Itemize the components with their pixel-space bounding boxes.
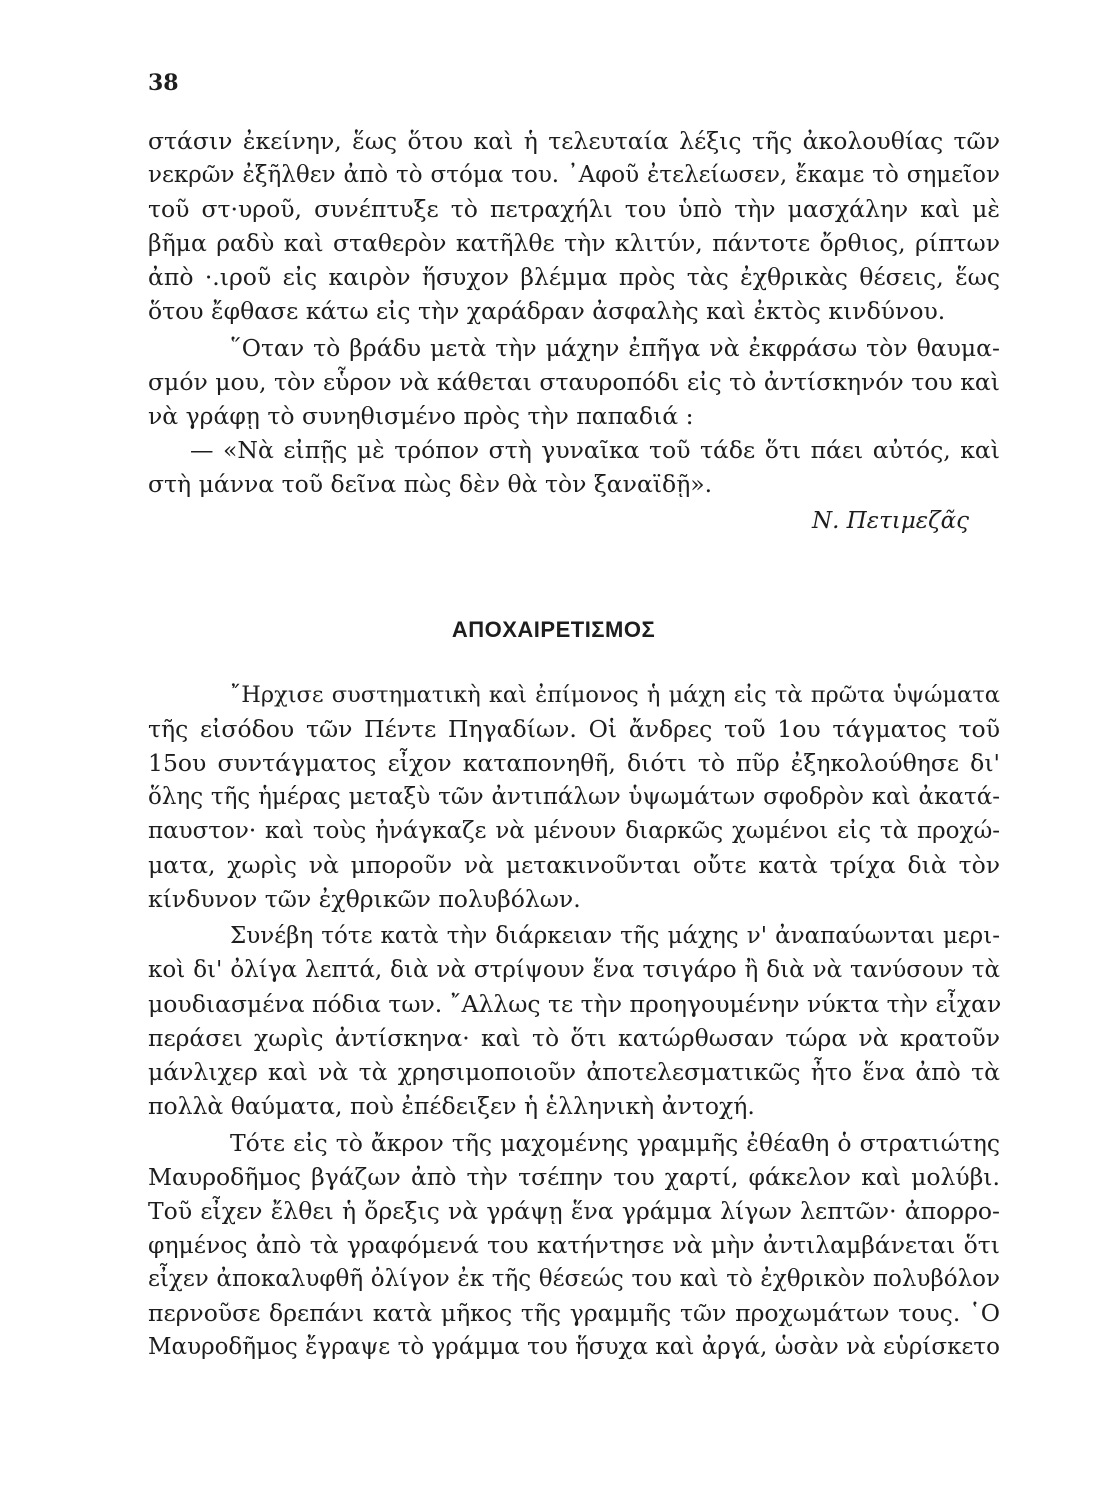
- text-line: τοῦ στ·υροῦ, συνέπτυξε τὸ πετραχήλι του ὑπὸ τὴν μασχάλην καὶ μὲ: [148, 195, 1000, 223]
- text-line: σμόν μου, τὸν εὗρον νὰ κάθεται σταυροπόδι εἰς τὸ ἀντίσκηνόν του καὶ: [148, 368, 1000, 396]
- text-line: στάσιν ἐκείνην, ἕως ὅτου καὶ ἡ τελευταία λέξις τῆς ἀκολουθίας τῶν: [148, 127, 1000, 155]
- text-line: ῞Οταν τὸ βράδυ μετὰ τὴν μάχην ἐπῆγα νὰ ἐκφράσω τὸν θαυμα-: [230, 334, 1000, 362]
- text-line: μουδιασμένα πόδια των. ῎Αλλως τε τὴν προηγουμένην νύκτα τὴν εἶχαν: [148, 990, 1002, 1018]
- text-line: περάσει χωρὶς ἀντίσκηνα· καὶ τὸ ὅτι κατώρθωσαν τώρα νὰ κρατοῦν: [148, 1024, 1000, 1052]
- text-line: Τότε εἰς τὸ ἄκρον τῆς μαχομένης γραμμῆς ἐθέαθη ὁ στρατιώτης: [230, 1129, 1000, 1157]
- text-line: Τοῦ εἶχεν ἔλθει ἡ ὄρεξις νὰ γράψῃ ἕνα γράμμα λίγων λεπτῶν· ἀπορρο-: [148, 1197, 1000, 1225]
- text-line: ἀπὸ ·.ιροῦ εἰς καιρὸν ἥσυχον βλέμμα πρὸς τὰς ἐχθρικὰς θέσεις, ἕως: [148, 263, 1000, 291]
- section-heading: ΑΠΟΧΑΙΡΕΤΙΣΜΟΣ: [451, 617, 656, 642]
- text-line: βῆμα ραδὺ καὶ σταθερὸν κατῆλθε τὴν κλιτύν, πάντοτε ὄρθιος, ρίπτων: [148, 229, 1000, 257]
- text-line: κίνδυνον τῶν ἐχθρικῶν πολυβόλων.: [148, 885, 581, 913]
- text-line: στὴ μάννα τοῦ δεῖνα πὼς δὲν θὰ τὸν ξαναϊδῇ».: [148, 470, 713, 498]
- text-line: Μαυροδῆμος βγάζων ἀπὸ τὴν τσέπην του χαρτί, φάκελον καὶ μολύβι.: [148, 1163, 1000, 1191]
- text-line: ματα, χωρὶς νὰ μποροῦν νὰ μετακινοῦνται οὔτε κατὰ τρίχα διὰ τὸν: [148, 851, 1000, 879]
- text-line: νὰ γράφῃ τὸ συνηθισμένο πρὸς τὴν παπαδιά :: [148, 402, 694, 430]
- text-line: κοὶ δι' ὀλίγα λεπτά, διὰ νὰ στρίψουν ἕνα τσιγάρο ἢ διὰ νὰ τανύσουν τὰ: [148, 957, 1000, 983]
- text-line: παυστον· καὶ τοὺς ἠνάγκαζε νὰ μένουν διαρκῶς χωμένοι εἰς τὰ προχώ-: [148, 818, 1000, 844]
- text-line: περνοῦσε δρεπάνι κατὰ μῆκος τῆς γραμμῆς τῶν προχωμάτων τους. ῾Ο: [148, 1299, 1000, 1327]
- text-line: ὅλης τῆς ἡμέρας μεταξὺ τῶν ἀντιπάλων ὑψωμάτων σφοδρὸν καὶ ἀκατά-: [148, 784, 1000, 810]
- text-line: — «Νὰ εἰπῇς μὲ τρόπον στὴ γυναῖκα τοῦ τάδε ὅτι πάει αὐτός, καὶ: [190, 436, 1000, 464]
- text-line: εἶχεν ἀποκαλυφθῆ ὀλίγον ἐκ τῆς θέσεώς του καὶ τὸ ἐχθρικὸν πολυβόλον: [148, 1266, 1000, 1292]
- text-line: νεκρῶν ἐξῆλθεν ἀπὸ τὸ στόμα του. ᾿Αφοῦ ἐτελείωσεν, ἔκαμε τὸ σημεῖον: [148, 162, 1000, 188]
- page-number: 38: [148, 70, 179, 96]
- text-line: τῆς εἰσόδου τῶν Πέντε Πηγαδίων. Οἱ ἄνδρες τοῦ 1ου τάγματος τοῦ: [148, 715, 1000, 743]
- text-line: Συνέβη τότε κατὰ τὴν διάρκειαν τῆς μάχης ν' ἀναπαύωνται μερι-: [230, 923, 1000, 949]
- text-line: φημένος ἀπὸ τὰ γραφόμενά του κατήντησε νὰ μὴν ἀντιλαμβάνεται ὅτι: [148, 1231, 1000, 1259]
- text-line: Μαυροδῆμος ἔγραψε τὸ γράμμα του ἥσυχα καὶ ἀργά, ὡσὰν νὰ εὑρίσκετο: [148, 1334, 1000, 1360]
- text-line: 15ου συντάγματος εἶχον καταπονηθῆ, διότι τὸ πῦρ ἐξηκολούθησε δι': [148, 749, 1000, 777]
- text-line: πολλὰ θαύματα, ποὺ ἐπέδειξεν ἡ ἑλληνικὴ ἀντοχή.: [148, 1092, 755, 1120]
- text-line: ῎Ηρχισε συστηματικὴ καὶ ἐπίμονος ἡ μάχη εἰς τὰ πρῶτα ὑψώματα: [230, 682, 1000, 708]
- text-line: ὅτου ἔφθασε κάτω εἰς τὴν χαράδραν ἀσφαλὴς καὶ ἐκτὸς κινδύνου.: [148, 297, 946, 325]
- author-signature: Ν. Πετιμεζᾶς: [811, 508, 969, 534]
- text-line: μάνλιχερ καὶ νὰ τὰ χρησιμοποιοῦν ἀποτελεσματικῶς ἦτο ἕνα ἀπὸ τὰ: [148, 1058, 1000, 1086]
